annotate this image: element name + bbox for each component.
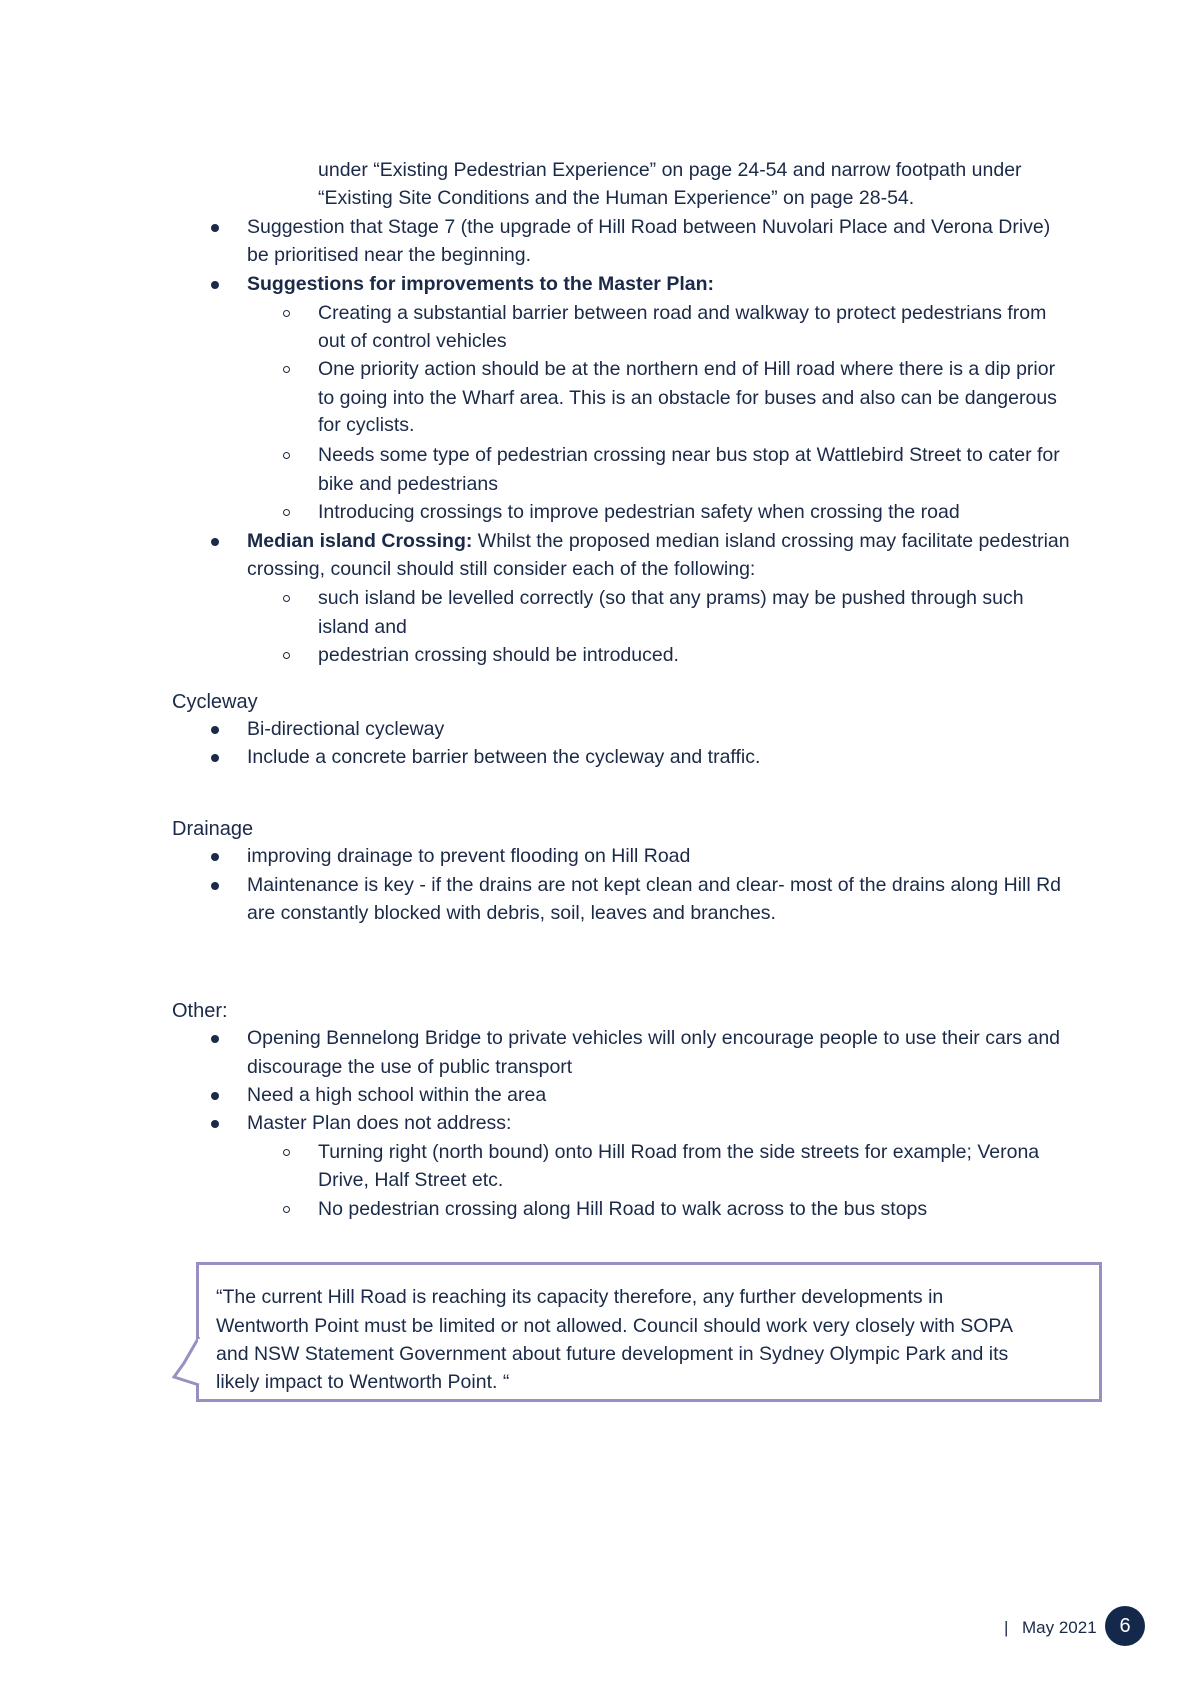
cycleway-heading: Cycleway: [172, 691, 258, 713]
circle-bullet-icon: [283, 366, 290, 373]
bullet-icon: [211, 754, 219, 762]
page-number-badge: 6: [1105, 1606, 1145, 1646]
median-text: Whilst the proposed median island crossing may facilitate pedestrian: [477, 530, 1070, 552]
bullet-icon: [211, 1120, 219, 1128]
intro-line: “Existing Site Conditions and the Human Experience” on page 28-54.: [318, 187, 915, 209]
improvements-heading: Suggestions for improvements to the Master Plan:: [247, 273, 714, 295]
circle-bullet-icon: [283, 1149, 290, 1156]
bullet-icon: [211, 853, 219, 861]
other-heading: Other:: [172, 1000, 228, 1022]
quote-line: and NSW Statement Government about future development in Sydney Olympic Park and its: [216, 1343, 1009, 1365]
callout-tail-icon: [172, 1335, 202, 1405]
list-item-text: are constantly blocked with debris, soil, leaves and branches.: [247, 902, 776, 924]
footer-separator: |: [1004, 1618, 1009, 1637]
circle-bullet-icon: [283, 310, 290, 317]
bullet-icon: [211, 538, 219, 546]
circle-bullet-icon: [283, 1206, 290, 1213]
sub-item-text: No pedestrian crossing along Hill Road to walk across to the bus stops: [318, 1198, 928, 1220]
drainage-heading: Drainage: [172, 818, 254, 840]
bullet-icon: [211, 1092, 219, 1100]
sub-item-text: Creating a substantial barrier between road and walkway to protect pedestrians from: [318, 302, 1047, 324]
bullet-icon: [211, 281, 219, 289]
footer-date: May 2021: [1022, 1618, 1097, 1637]
bullet-icon: [211, 726, 219, 734]
sub-item-text: Turning right (north bound) onto Hill Road from the side streets for example; Verona: [318, 1141, 1040, 1163]
quote-line: “The current Hill Road is reaching its capacity therefore, any further developments in: [216, 1286, 944, 1308]
list-item-text: Bi-directional cycleway: [247, 718, 445, 740]
list-item-text: Need a high school within the area: [247, 1084, 547, 1106]
quote-line: Wentworth Point must be limited or not allowed. Council should work very closely with SOPA: [216, 1315, 1013, 1337]
sub-item-text: Needs some type of pedestrian crossing near bus stop at Wattlebird Street to cater for: [318, 444, 1060, 466]
bullet-icon: [211, 224, 219, 232]
median-line: [247, 527, 1070, 555]
median-label: Median island Crossing:: [247, 530, 473, 552]
list-item-text: be prioritised near the beginning.: [247, 244, 532, 266]
circle-bullet-icon: [283, 595, 290, 602]
intro-line: under “Existing Pedestrian Experience” on page 24-54 and narrow footpath under: [318, 159, 1022, 181]
list-item-text: Opening Bennelong Bridge to private vehicles will only encourage people to use their cars and: [247, 1027, 1061, 1049]
bullet-icon: [211, 1035, 219, 1043]
list-item-text: discourage the use of public transport: [247, 1056, 573, 1078]
circle-bullet-icon: [283, 509, 290, 516]
median-text: crossing, council should still consider each of the following:: [247, 558, 756, 580]
bullet-icon: [211, 882, 219, 890]
sub-item-text: island and: [318, 616, 407, 638]
list-item-text: Maintenance is key - if the drains are not kept clean and clear- most of the drains along Hill Rd: [247, 874, 1062, 896]
sub-item-text: out of control vehicles: [318, 330, 507, 352]
sub-item-text: to going into the Wharf area. This is an obstacle for buses and also can be dangerous: [318, 387, 1057, 409]
sub-item-text: for cyclists.: [318, 414, 415, 436]
circle-bullet-icon: [283, 452, 290, 459]
list-item-text: Include a concrete barrier between the cycleway and traffic.: [247, 746, 761, 768]
quote-line: likely impact to Wentworth Point. “: [216, 1371, 510, 1393]
sub-item-text: Drive, Half Street etc.: [318, 1169, 504, 1191]
list-item-text: Suggestion that Stage 7 (the upgrade of Hill Road between Nuvolari Place and Verona Drive): [247, 216, 1051, 238]
sub-item-text: One priority action should be at the northern end of Hill road where there is a dip prior: [318, 358, 1056, 380]
sub-item-text: Introducing crossings to improve pedestrian safety when crossing the road: [318, 501, 960, 523]
sub-item-text: pedestrian crossing should be introduced.: [318, 644, 679, 666]
sub-item-text: bike and pedestrians: [318, 473, 498, 495]
list-item-text: improving drainage to prevent flooding on Hill Road: [247, 845, 691, 867]
sub-item-text: such island be levelled correctly (so that any prams) may be pushed through such: [318, 587, 1024, 609]
list-item-text: Master Plan does not address:: [247, 1112, 512, 1134]
circle-bullet-icon: [283, 652, 290, 659]
